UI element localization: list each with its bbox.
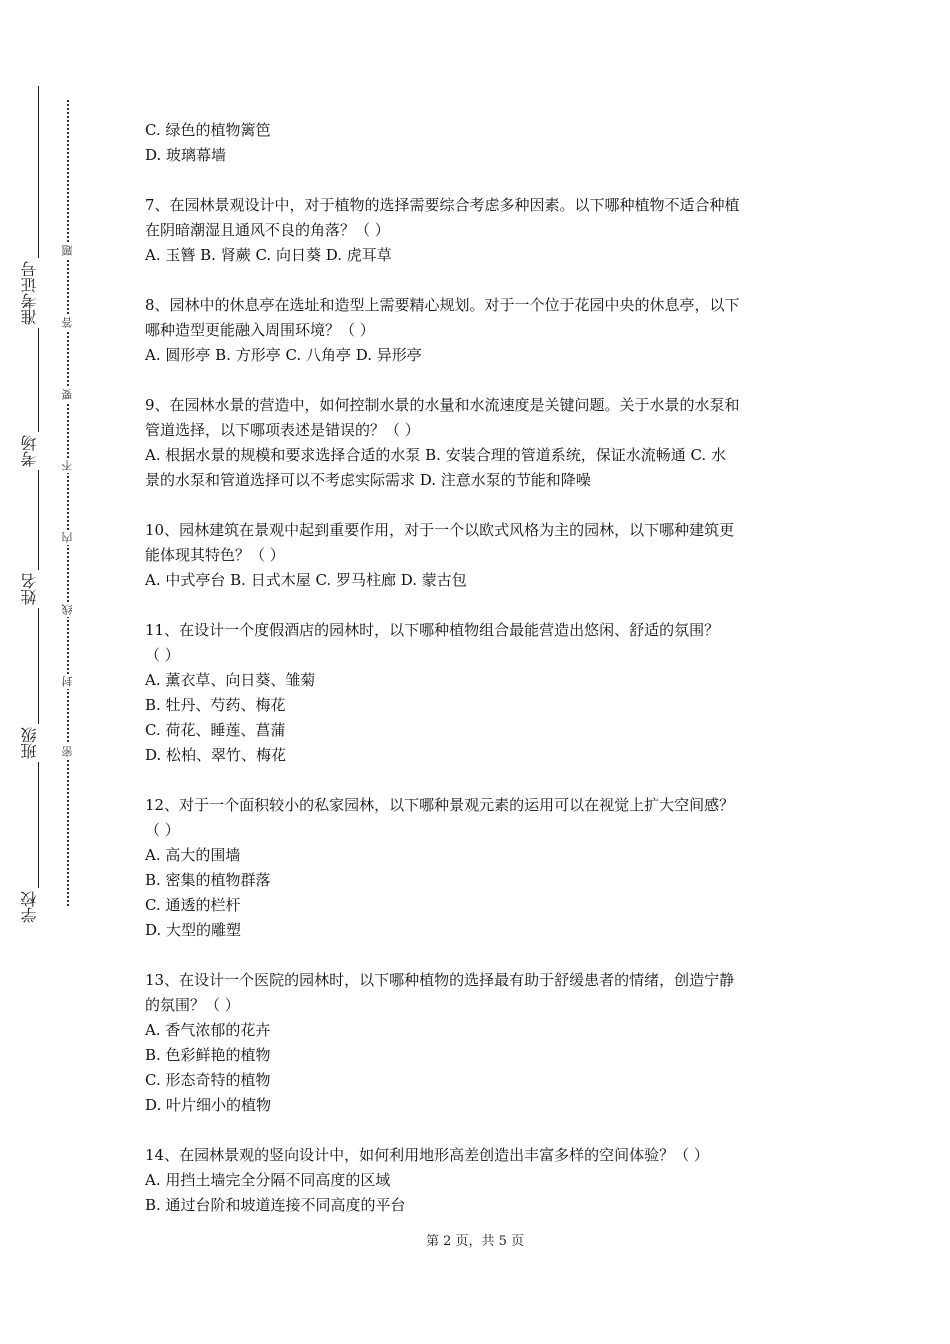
option-line: A. 中式亭台 B. 日式木屋 C. 罗马柱廊 D. 蒙古包 [145, 571, 467, 589]
option-line: A. 圆形亭 B. 方形亭 C. 八角亭 D. 异形亭 [145, 346, 422, 364]
field-label-school: 学校 [20, 888, 40, 926]
seal-char: 线 [61, 604, 74, 615]
field-label-name: 姓名 [20, 570, 40, 608]
option-line: A. 高大的围墙 [145, 846, 241, 864]
field-label-exam-id: 准考证号 [20, 258, 40, 328]
option-line: A. 薰衣草、向日葵、雏菊 [145, 671, 316, 689]
question-line: 7、在园林景观设计中，对于植物的选择需要综合考虑多种因素。以下哪种植物不适合种植 [145, 196, 740, 214]
question-11 [145, 618, 810, 768]
question-content [145, 118, 810, 1243]
option-line: D. 玻璃幕墙 [145, 146, 227, 164]
option-line: 景的水泵和管道选择可以不考虑实际需求 D. 注意水泵的节能和降噪 [145, 471, 591, 489]
option-line: A. 香气浓郁的花卉 [145, 1021, 271, 1039]
seal-char: 内 [61, 532, 74, 543]
option-line: D. 叶片细小的植物 [145, 1096, 272, 1114]
question-13 [145, 968, 810, 1118]
question-line: （ ） [145, 821, 180, 839]
seal-char: 密 [61, 746, 74, 757]
option-line: C. 荷花、睡莲、菖蒲 [145, 721, 286, 739]
option-line: D. 大型的雕塑 [145, 921, 242, 939]
question-14 [145, 1143, 810, 1218]
question-line: 能体现其特色？（ ） [145, 546, 285, 564]
binding-solid-line [38, 86, 39, 896]
question-line: 在阴暗潮湿且通风不良的角落？（ ） [145, 221, 390, 239]
question-line: 13、在设计一个医院的园林时，以下哪种植物的选择最有助于舒缓患者的情绪，创造宁静 [145, 971, 735, 989]
option-line: A. 用挡土墙完全分隔不同高度的区域 [145, 1171, 391, 1189]
binding-dotted-line [67, 100, 69, 906]
option-line: A. 玉簪 B. 肾蕨 C. 向日葵 D. 虎耳草 [145, 246, 392, 264]
question-line: 12、对于一个面积较小的私家园林，以下哪种景观元素的运用可以在视觉上扩大空间感？ [145, 796, 735, 814]
option-line: B. 密集的植物群落 [145, 871, 271, 889]
seal-char: 答 [61, 317, 74, 328]
question-7 [145, 193, 810, 268]
page-number-footer: 第 2 页，共 5 页 [425, 1234, 525, 1249]
field-label-exam-room: 考场 [20, 432, 40, 470]
field-label-class: 班级 [20, 724, 40, 762]
seal-char: 不 [61, 460, 74, 471]
question-line: 14、在园林景观的竖向设计中，如何利用地形高差创造出丰富多样的空间体验？（ ） [145, 1146, 709, 1164]
question-line: 11、在设计一个度假酒店的园林时，以下哪种植物组合最能营造出悠闲、舒适的氛围？ [145, 621, 720, 639]
option-line: C. 绿色的植物篱笆 [145, 121, 271, 139]
question-line: （ ） [145, 646, 180, 664]
question-line: 8、园林中的休息亭在选址和造型上需要精心规划。对于一个位于花园中央的休息亭，以下 [145, 296, 740, 314]
question-12 [145, 793, 810, 943]
question-line: 管道选择，以下哪项表述是错误的？（ ） [145, 421, 420, 439]
option-line: A. 根据水景的规模和要求选择合适的水泵 B. 安装合理的管道系统，保证水流畅通 C. 水 [145, 446, 726, 464]
option-line: C. 通透的栏杆 [145, 896, 241, 914]
question-10 [145, 518, 810, 593]
question-line: 9、在园林水景的营造中，如何控制水景的水量和水流速度是关键问题。关于水景的水泵和 [145, 396, 740, 414]
binding-margin [0, 0, 100, 1344]
question-line: 10、园林建筑在景观中起到重要作用，对于一个以欧式风格为主的园林，以下哪种建筑更 [145, 521, 735, 539]
option-line: C. 形态奇特的植物 [145, 1071, 271, 1089]
seal-char: 题 [61, 245, 74, 256]
question-line: 的氛围？（ ） [145, 996, 240, 1014]
previous-question-options [145, 118, 810, 168]
option-line: B. 通过台阶和坡道连接不同高度的平台 [145, 1196, 406, 1214]
option-line: B. 牡丹、芍药、梅花 [145, 696, 286, 714]
question-8 [145, 293, 810, 368]
seal-char: 要 [61, 389, 74, 400]
seal-char: 封 [61, 676, 74, 687]
question-line: 哪种造型更能融入周围环境？（ ） [145, 321, 375, 339]
option-line: D. 松柏、翠竹、梅花 [145, 746, 287, 764]
option-line: B. 色彩鲜艳的植物 [145, 1046, 271, 1064]
question-9 [145, 393, 810, 493]
